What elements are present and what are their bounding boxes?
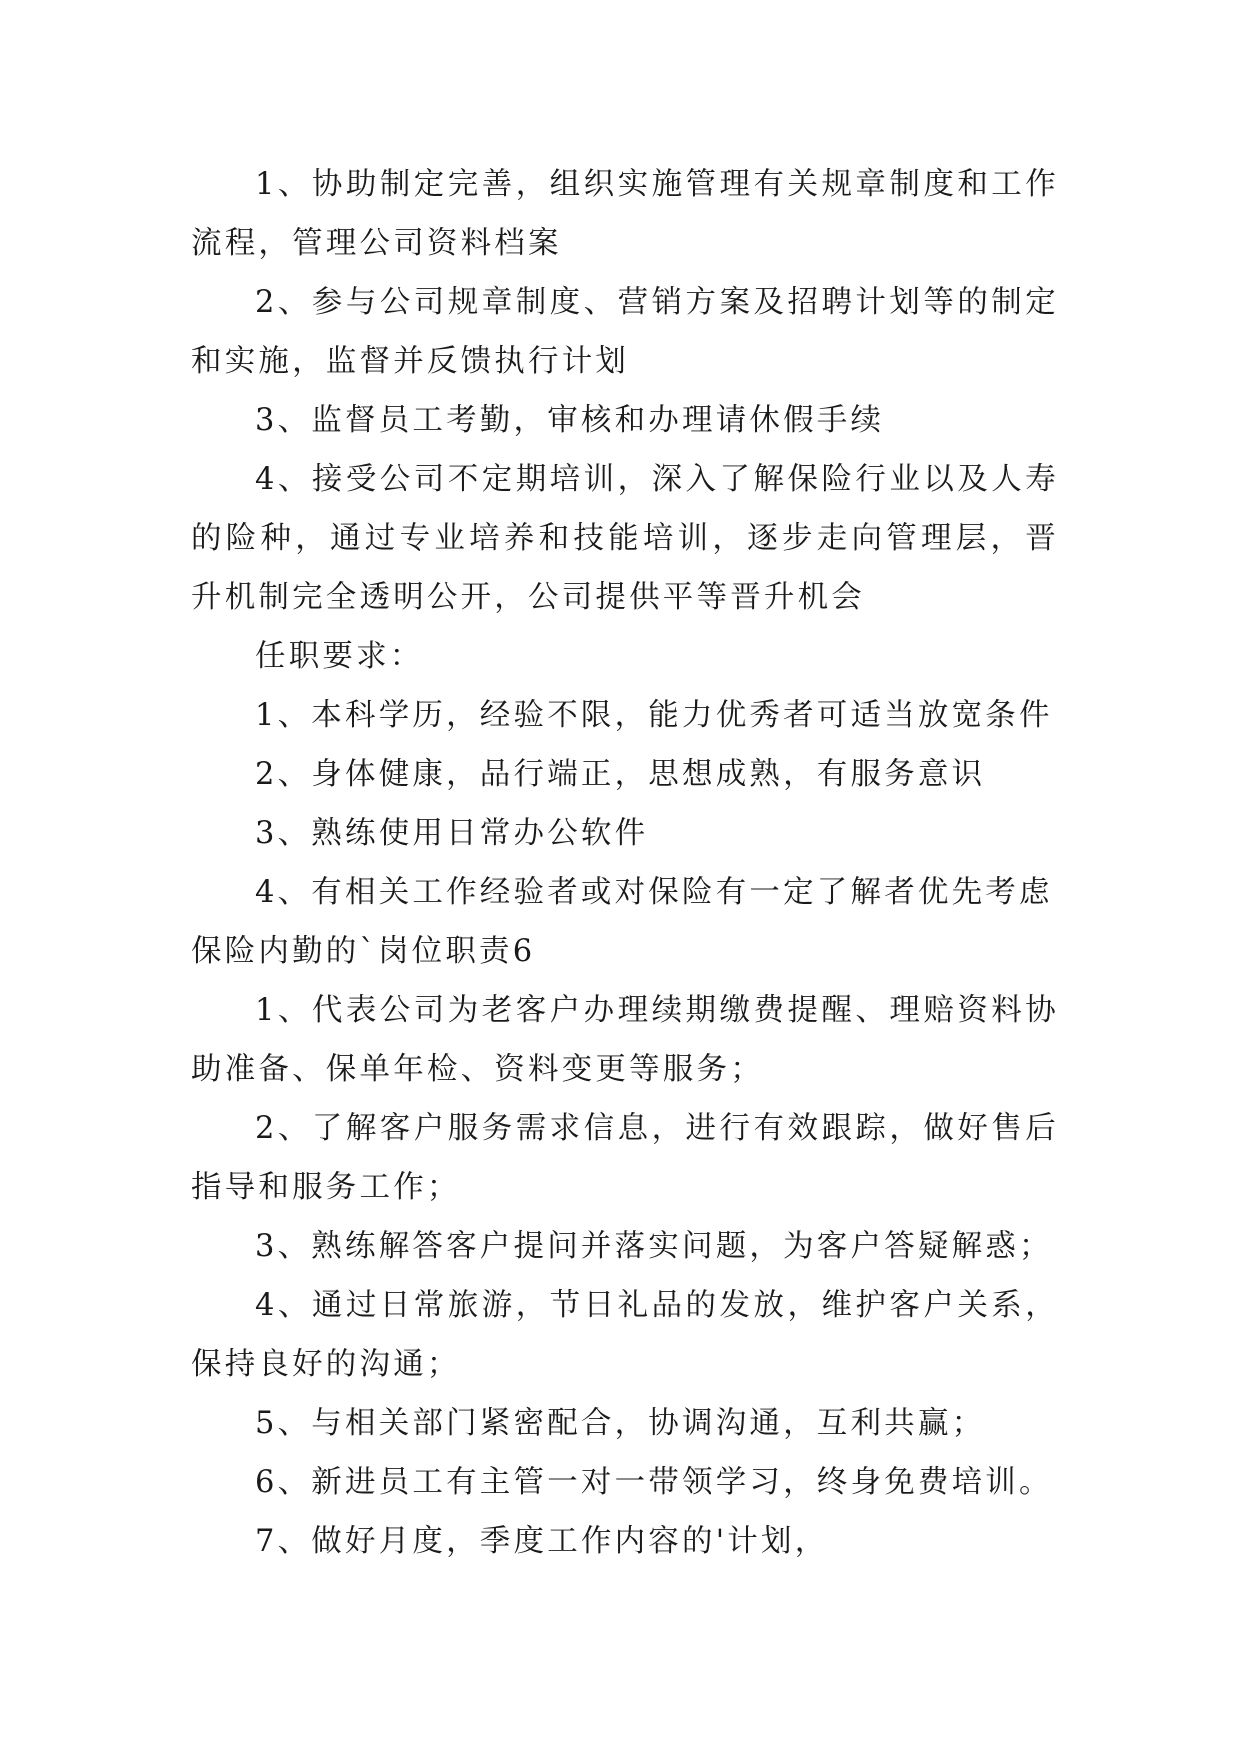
section-title: 保险内勤的`岗位职责6	[191, 934, 536, 969]
responsibility-item-7: 7、做好月度，季度工作内容的'计划，	[255, 1524, 829, 1559]
duty-item-4: 4、接受公司不定期培训，深入了解保险行业以及人寿的险种，通过专业培养和技能培训，逐步走向管理层，晋升机制完全透明公开，公司提供平等晋升机会	[191, 462, 1059, 615]
requirement-item-4: 4、有相关工作经验者或对保险有一定了解者优先考虑	[255, 875, 1053, 910]
responsibility-item-6: 6、新进员工有主管一对一带领学习，终身免费培训。	[255, 1465, 1053, 1500]
requirement-item-1: 1、本科学历，经验不限，能力优秀者可适当放宽条件	[255, 698, 1053, 733]
responsibility-item-5: 5、与相关部门紧密配合，协调沟通，互利共赢；	[255, 1406, 986, 1441]
requirements-heading: 任职要求：	[255, 639, 424, 674]
document-page	[191, 155, 1059, 1571]
requirement-item-3: 3、熟练使用日常办公软件	[255, 816, 649, 851]
duty-item-1: 1、协助制定完善，组织实施管理有关规章制度和工作流程，管理公司资料档案	[191, 167, 1059, 261]
responsibility-item-2: 2、了解客户服务需求信息，进行有效跟踪，做好售后指导和服务工作；	[191, 1111, 1059, 1205]
responsibility-item-1: 1、代表公司为老客户办理续期缴费提醒、理赔资料协助准备、保单年检、资料变更等服务；	[191, 993, 1059, 1087]
responsibility-item-4: 4、通过日常旅游，节日礼品的发放，维护客户关系，保持良好的沟通；	[191, 1288, 1059, 1382]
duty-item-2: 2、参与公司规章制度、营销方案及招聘计划等的制定和实施，监督并反馈执行计划	[191, 285, 1059, 379]
duty-item-3: 3、监督员工考勤，审核和办理请休假手续	[255, 403, 885, 438]
requirement-item-2: 2、身体健康，品行端正，思想成熟，有服务意识	[255, 757, 986, 792]
responsibility-item-3: 3、熟练解答客户提问并落实问题，为客户答疑解惑；	[255, 1229, 1053, 1264]
